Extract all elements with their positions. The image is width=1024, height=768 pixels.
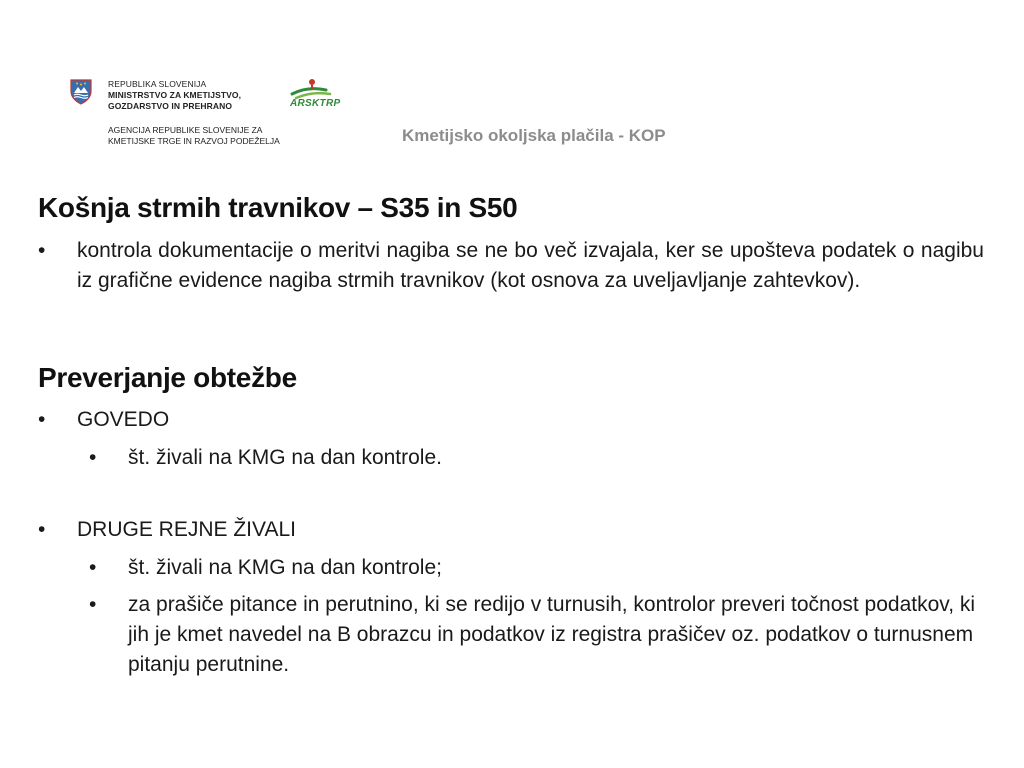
- sub-list-item: [89, 590, 984, 680]
- slide-header-title: Kmetijsko okoljska plačila - KOP: [402, 126, 666, 145]
- agency-name: [108, 125, 280, 147]
- bullet-icon: •: [89, 556, 97, 579]
- ministry-line: REPUBLIKA SLOVENIJA: [108, 79, 207, 89]
- ministry-name: [108, 79, 241, 112]
- list-item-text: DRUGE REJNE ŽIVALI: [77, 518, 296, 541]
- sub-list-item-text: za prašiče pitance in perutnino, ki se redijo v turnusih, kontrolor preveri točnost podatkov, ki jih je kmet navedel na B obrazcu in podatkov iz registra prašičev oz. podatkov o turnusnem pitanju perutnine.: [128, 593, 976, 676]
- ministry-line: GOZDARSTVO IN PREHRANO: [108, 101, 233, 111]
- list-item: [38, 515, 984, 545]
- ministry-line: MINISTRSTVO ZA KMETIJSTVO,: [108, 90, 242, 100]
- list-item: [38, 405, 984, 435]
- list-item-text: kontrola dokumentacije o meritvi nagiba se ne bo več izvajala, ker se upošteva podatek o nagibu iz grafične evidence nagiba strmih travnikov (kot osnova za uveljavljanje zahtevkov).: [77, 239, 984, 292]
- section-title-obtezba: Preverjanje obtežbe: [38, 362, 297, 393]
- section-title-kosnja: Košnja strmih travnikov – S35 in S50: [38, 192, 518, 223]
- slovenia-coat-of-arms-icon: [70, 79, 92, 105]
- slide-header: [0, 0, 1024, 160]
- bullet-icon: •: [38, 518, 46, 541]
- sub-list-item-text: št. živali na KMG na dan kontrole;: [128, 556, 442, 579]
- sub-list-item-text: št. živali na KMG na dan kontrole.: [128, 446, 442, 469]
- list-item: [38, 236, 984, 296]
- agency-line: AGENCIJA REPUBLIKE SLOVENIJE ZA: [108, 125, 263, 135]
- list-item-text: GOVEDO: [77, 408, 170, 431]
- bullet-icon: •: [89, 593, 97, 616]
- sub-list-item: [89, 443, 984, 473]
- bullet-icon: •: [89, 446, 97, 469]
- bullet-icon: •: [38, 408, 46, 431]
- sub-list-item: [89, 553, 984, 583]
- arsktrp-logo-text: ARSKTRP: [290, 98, 341, 109]
- bullet-icon: •: [38, 239, 46, 262]
- agency-line: KMETIJSKE TRGE IN RAZVOJ PODEŽELJA: [108, 136, 280, 146]
